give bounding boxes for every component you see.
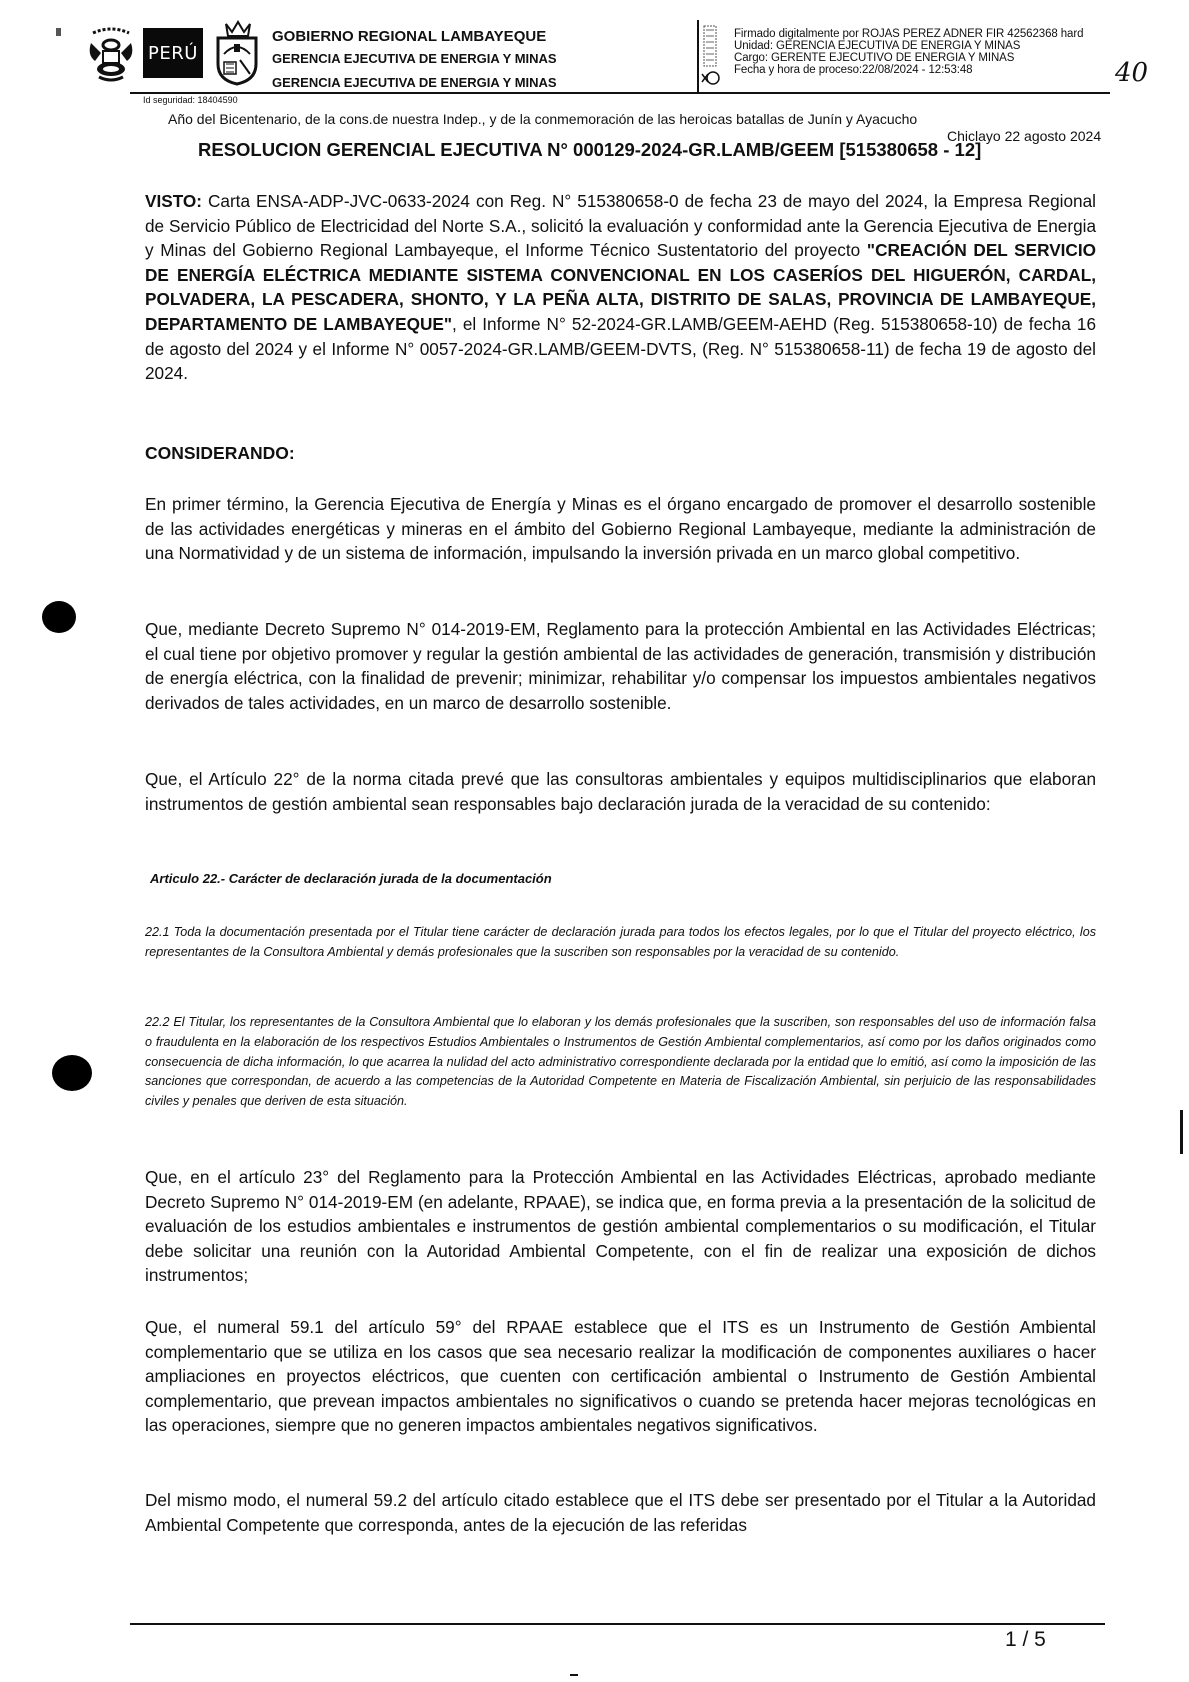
org-unit-repeat: GERENCIA EJECUTIVA DE ENERGIA Y MINAS — [272, 75, 557, 90]
punch-hole-mark — [52, 1055, 92, 1091]
org-name: GOBIERNO REGIONAL LAMBAYEQUE — [272, 28, 547, 45]
signature-timestamp: Fecha y hora de proceso:22/08/2024 - 12:53:48 — [734, 64, 973, 76]
national-coat-of-arms-icon — [85, 25, 137, 83]
header-divider — [697, 20, 699, 92]
signature-role: Cargo: GERENTE EJECUTIVO DE ENERGIA Y MINAS — [734, 52, 1015, 64]
article-quote-title: Articulo 22.- Carácter de declaración jurada de la documentación — [150, 871, 552, 886]
paragraph-5: Que, el numeral 59.1 del artículo 59° del RPAAE establece que el ITS es un Instrumento de Gestión Ambiental complementario que se utiliza en los casos que sea necesario realizar la modificación de componentes auxiliares o hacer ampliaciones en proyectos eléctricos, que cuenten con certificación ambiental o Instrumento de Gestión Ambiental complementario, que prevean impactos ambientales no significativos o cuando se pretenda hacer mejoras tecnológicas en las operaciones, siempre que no generen impactos ambientales negativos significativos. — [145, 1317, 1096, 1436]
header-rule — [130, 92, 1110, 94]
scan-edge-mark — [1180, 1110, 1183, 1154]
place-date: Chiclayo 22 agosto 2024 — [947, 128, 1102, 144]
signature-signer: Firmado digitalmente por ROJAS PEREZ ADNER FIR 42562368 hard — [734, 28, 1084, 40]
signature-unit: Unidad: GERENCIA EJECUTIVA DE ENERGIA Y MINAS — [734, 40, 1021, 52]
org-unit: GERENCIA EJECUTIVA DE ENERGIA Y MINAS — [272, 51, 557, 66]
paragraph-3: Que, el Artículo 22° de la norma citada prevé que las consultoras ambientales y equipos multidisciplinarios que elaboran instrumentos de gestión ambiental sean responsables bajo declaración jurada de la veracidad de su contenido: — [145, 769, 1096, 814]
paragraph-4: Que, en el artículo 23° del Reglamento para la Protección Ambiental en las Actividades Eléctricas, aprobado mediante Decreto Supremo N° 014-2019-EM (en adelante, RPAAE), se indica que, en forma previa a la presentación de la solicitud de evaluación de los estudios ambientales e instrumentos de gestión ambiental complementarios o su modificación, el Titular debe solicitar una reunión con la Autoridad Ambiental Competente, con el fin de realizar una exposición de dichos instrumentos; — [145, 1167, 1096, 1286]
handwritten-folio-number: 40 — [1115, 58, 1149, 88]
footer-rule — [130, 1623, 1105, 1625]
paragraph-6: Del mismo modo, el numeral 59.2 del artículo citado establece que el ITS debe ser presentado por el Titular a la Autoridad Ambiental Competente que corresponda, antes de la ejecución de las referidas — [145, 1490, 1096, 1535]
paragraph-1: En primer término, la Gerencia Ejecutiva de Energía y Minas es el órgano encargado de promover el desarrollo sostenible de las actividades energéticas y mineras en el ámbito del Gobierno Regional Lambayeque, mediante la administración de una Normatividad y de un sistema de información, impulsando la inversión privada en un marco global competitivo. — [145, 494, 1096, 564]
visto-text-1: Carta ENSA-ADP-JVC-0633-2024 con Reg. N° 515380658-0 de fecha 23 de mayo del 2024, la Empresa Regional de Servicio Público de Electricidad del Norte S.A., solicitó la evaluación y conformidad ante la Gerencia Ejecutiva de Energia y Minas del Gobierno Regional Lambayeque, el Informe Técnico Sustentatorio del proyecto — [145, 191, 1096, 261]
resolution-title: RESOLUCION GERENCIAL EJECUTIVA N° 000129-2024-GR.LAMB/GEEM [515380658 - 12] — [198, 139, 982, 160]
year-banner: Año del Bicentenario, de la cons.de nuestra Indep., y de la conmemoración de las heroicas batallas de Junín y Ayacucho — [168, 111, 918, 127]
regional-coat-of-arms-icon — [212, 20, 262, 86]
project-name: "CREACIÓN DEL SERVICIO DE ENERGÍA ELÉCTRICA MEDIANTE SISTEMA CONVENCIONAL EN LOS CASERÍOS DEL HIGUERÓN, CARDAL, POLVADERA, LA PESCADERA, SHONTO, Y LA PEÑA ALTA, DISTRITO DE SALAS, PROVINCIA DE LAMBAYEQUE, DEPARTAMENTO DE LAMBAYEQUE" — [145, 240, 1096, 334]
considerando-heading: CONSIDERANDO: — [145, 443, 295, 463]
scan-speck — [56, 28, 61, 36]
page-indicator: 1 / 5 — [1005, 1628, 1046, 1651]
scan-speck — [570, 1674, 578, 1676]
visto-label: VISTO: — [145, 191, 202, 211]
paragraph-2: Que, mediante Decreto Supremo N° 014-2019-EM, Reglamento para la protección Ambiental en las Actividades Eléctricas; el cual tiene por objetivo promover y regular la gestión ambiental de las actividades de generación, transmisión y distribución de energía eléctrica, con la finalidad de prevenir; minimizar, rehabilitar y/o compensar los impuestos ambientales negativos derivados de tales actividades, en un marco de desarrollo sostenible. — [145, 619, 1096, 713]
article-quote-item-2: 22.2 El Titular, los representantes de la Consultora Ambiental que lo elaboran y los demás profesionales que la suscriben, son responsables del uso de información falsa o fraudulenta en la elaboración de los respectivos Estudios Ambientales o Instrumentos de Gestión Ambiental complementarios, así como por los daños originados como consecuencia de dicha información, lo que acarrea la nulidad del acto administrativo correspondiente declarada por la entidad que lo emitió, así como la imposición de las sanciones que correspondan, de acuerdo a las competencias de la Autoridad Competente en Materia de Fiscalización Ambiental, sin perjuicio de las responsabilidades civiles y penales que deriven de esta situación. — [145, 1015, 1096, 1109]
visto-paragraph — [145, 189, 1096, 386]
punch-hole-mark — [42, 601, 76, 633]
security-id: Id seguridad: 18404590 — [143, 95, 238, 105]
article-quote-item-1: 22.1 Toda la documentación presentada por el Titular tiene carácter de declaración jurada para todos los efectos legales, por lo que el Titular del proyecto eléctrico, los representantes de la Consultora Ambiental y demás profesionales que la suscriben son responsables por la veracidad de su contenido. — [145, 925, 1096, 959]
visto-text-2: , el Informe N° 52-2024-GR.LAMB/GEEM-AEHD (Reg. 515380658-10) de fecha 16 de agosto del 2024 y el Informe N° 0057-2024-GR.LAMB/GEEM-DVTS, (Reg. N° 515380658-11) de fecha 19 de agosto del 2024. — [145, 313, 1096, 384]
digital-signature-icon — [700, 22, 722, 88]
peru-logo: PERÚ — [143, 28, 203, 78]
